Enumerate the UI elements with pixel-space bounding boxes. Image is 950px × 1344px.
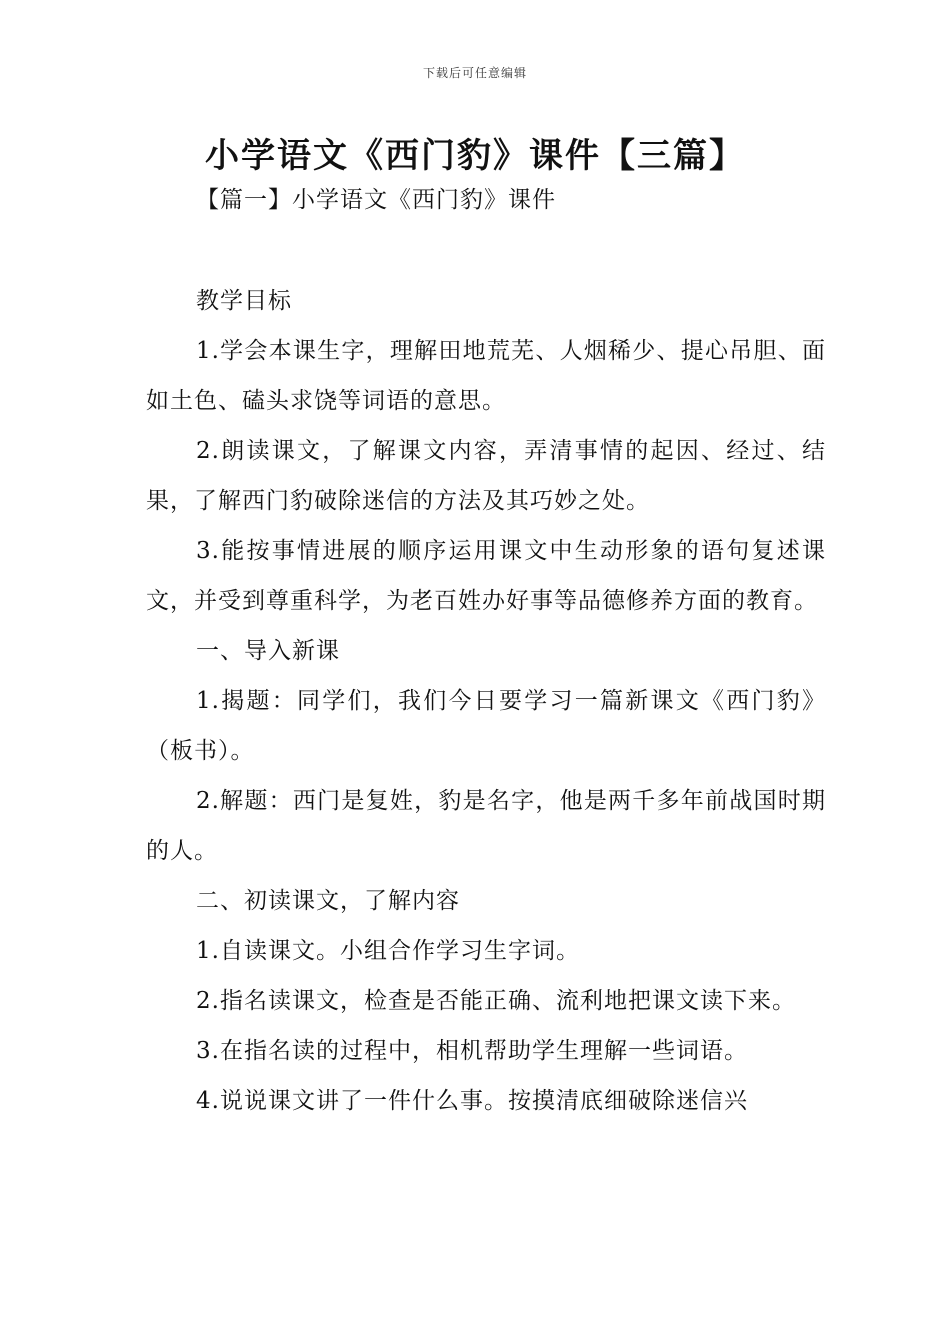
section-subtitle: 【篇一】小学语文《西门豹》课件 [196,187,556,213]
paragraph: 3.在指名读的过程中，相机帮助学生理解一些词语。 [196,1038,748,1064]
paragraph: 3.能按事情进展的顺序运用课文中生动形象的语句复述课文，并受到尊重科学，为老百姓办好事等品德修养方面的教育。 [146,538,826,614]
body-text [146,276,826,1126]
paragraph: 1.学会本课生字，理解田地荒芜、人烟稀少、提心吊胆、面如土色、磕头求饶等词语的意思。 [146,338,826,414]
paragraph: 4.说说课文讲了一件什么事。按摸清底细破除迷信兴 [196,1088,748,1114]
paragraph: 2.朗读课文，了解课文内容，弄清事情的起因、经过、结果，了解西门豹破除迷信的方法及其巧妙之处。 [146,438,826,514]
header-note: 下载后可任意编辑 [422,66,527,80]
paragraph: 一、导入新课 [196,638,340,664]
paragraph: 2.解题：西门是复姓，豹是名字，他是两千多年前战国时期的人。 [146,788,826,864]
document-title: 小学语文《西门豹》课件【三篇】 [205,136,745,176]
paragraph: 1.揭题：同学们，我们今日要学习一篇新课文《西门豹》（板书）。 [146,688,826,764]
paragraph: 2.指名读课文，检查是否能正确、流利地把课文读下来。 [196,988,796,1014]
paragraph: 1.自读课文。小组合作学习生字词。 [196,938,580,964]
paragraph: 二、初读课文，了解内容 [196,888,460,914]
paragraph: 教学目标 [196,288,292,314]
